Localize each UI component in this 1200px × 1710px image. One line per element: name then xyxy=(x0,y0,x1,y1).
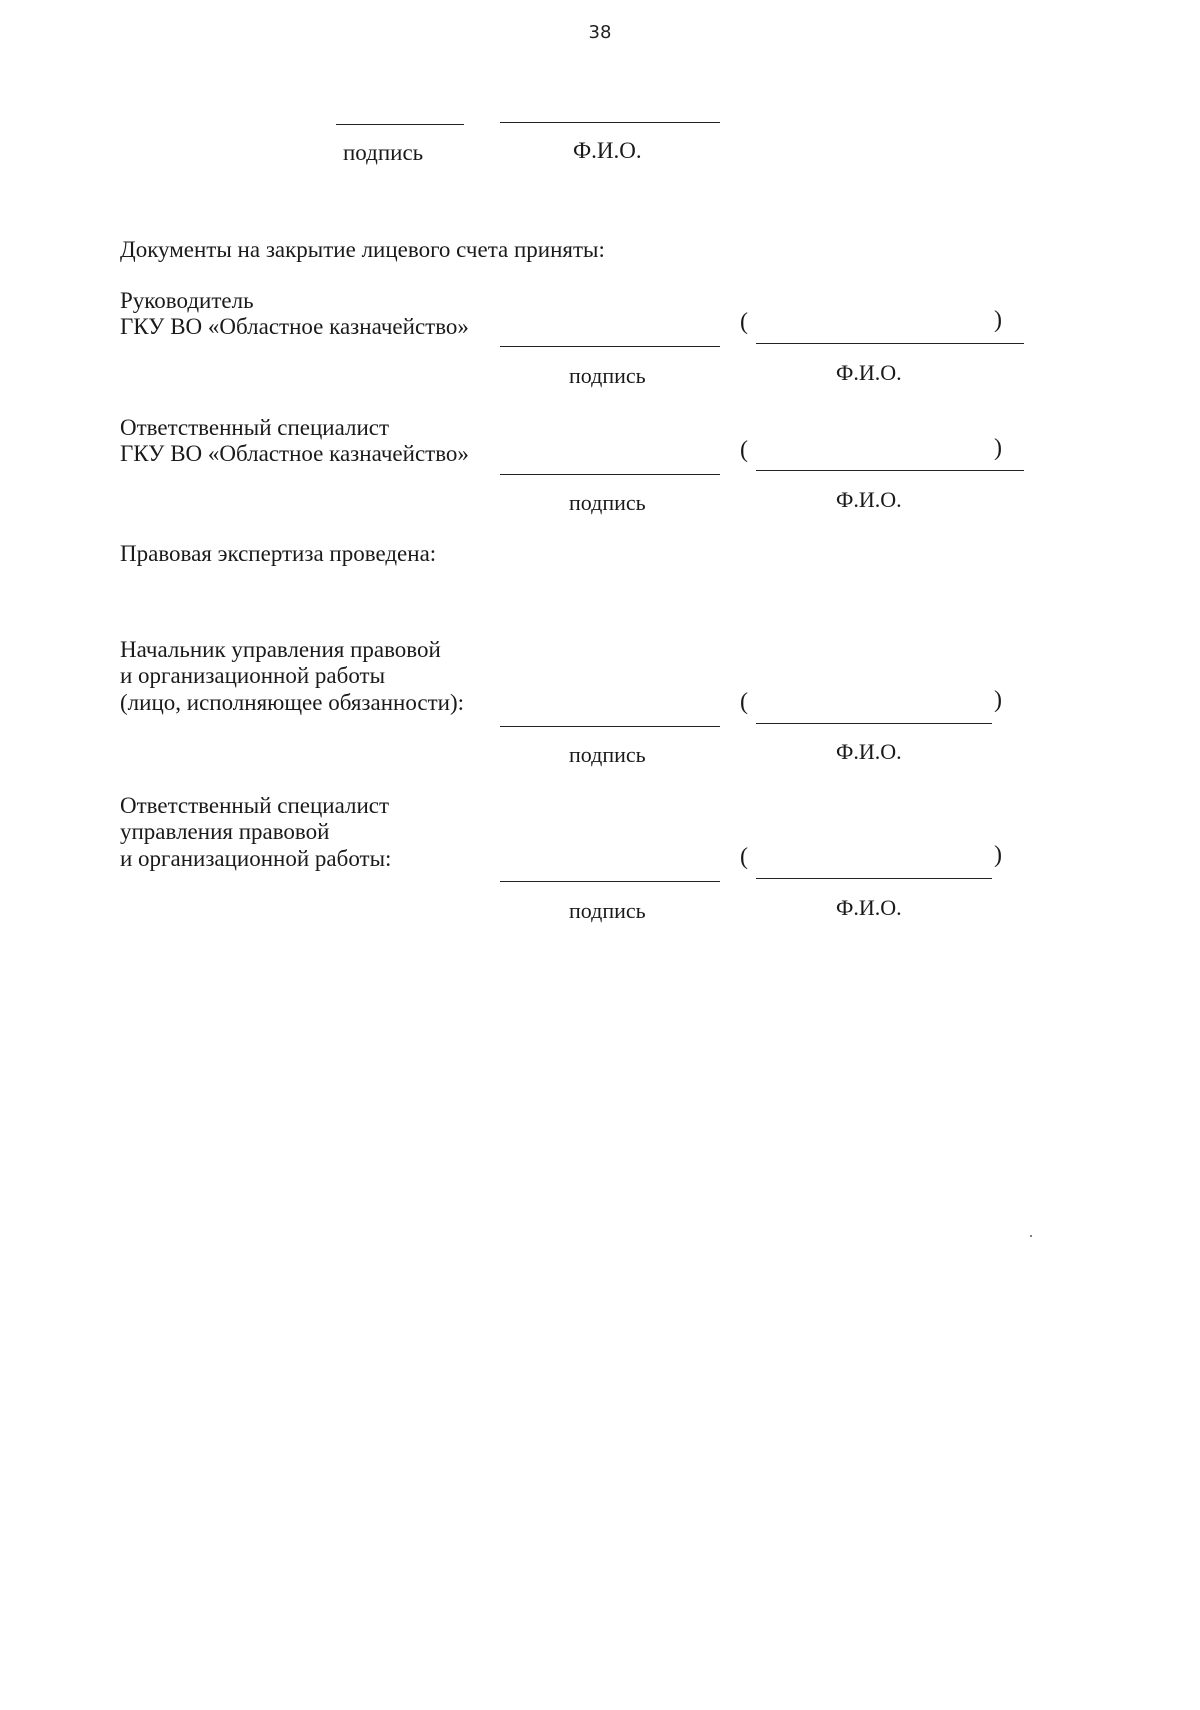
head-name-caption: Ф.И.О. xyxy=(836,360,902,385)
specialist-signature-line xyxy=(500,474,720,475)
legal-chief-close-paren: ) xyxy=(994,687,1002,713)
top-name-caption: Ф.И.О. xyxy=(573,138,642,163)
legal-specialist-name-caption: Ф.И.О. xyxy=(836,895,902,920)
legal-chief-open-paren: ( xyxy=(740,689,748,715)
legal-chief-title-line-3: (лицо, исполняющее обязанности): xyxy=(120,690,465,715)
top-signature-caption: подпись xyxy=(343,140,424,165)
scan-speck xyxy=(1030,1235,1032,1237)
legal-chief-signature-line xyxy=(500,726,720,727)
specialist-name-line xyxy=(756,470,1024,471)
specialist-name-caption: Ф.И.О. xyxy=(836,487,902,512)
legal-specialist-name-line xyxy=(756,878,992,879)
legal-chief-name-caption: Ф.И.О. xyxy=(836,739,902,764)
legal-specialist-signature-caption: подпись xyxy=(569,898,646,923)
page-number: 38 xyxy=(588,22,612,43)
legal-specialist-signature-line xyxy=(500,881,720,882)
specialist-signature-caption: подпись xyxy=(569,490,646,515)
legal-chief-title-line-2: и организационной работы xyxy=(120,663,386,688)
legal-chief-signature-caption: подпись xyxy=(569,742,646,767)
legal-specialist-open-paren: ( xyxy=(740,844,748,870)
head-title-line-1: Руководитель xyxy=(120,288,254,313)
legal-heading: Правовая экспертиза проведена: xyxy=(120,541,437,566)
top-signature-line xyxy=(336,124,464,125)
legal-specialist-title-line-1: Ответственный специалист xyxy=(120,793,390,818)
legal-chief-name-line xyxy=(756,723,992,724)
specialist-open-paren: ( xyxy=(740,437,748,463)
specialist-close-paren: ) xyxy=(994,435,1002,461)
legal-specialist-title-line-2: управления правовой xyxy=(120,819,330,844)
head-signature-line xyxy=(500,346,720,347)
legal-specialist-close-paren: ) xyxy=(994,842,1002,868)
legal-chief-title-line-1: Начальник управления правовой xyxy=(120,637,441,662)
head-signature-caption: подпись xyxy=(569,363,646,388)
specialist-title-line-1: Ответственный специалист xyxy=(120,415,390,440)
accepted-heading: Документы на закрытие лицевого счета приняты: xyxy=(120,237,605,262)
legal-specialist-title-line-3: и организационной работы: xyxy=(120,846,392,871)
specialist-title-line-2: ГКУ ВО «Областное казначейство» xyxy=(120,441,469,466)
head-name-line xyxy=(756,343,1024,344)
head-title-line-2: ГКУ ВО «Областное казначейство» xyxy=(120,314,469,339)
head-close-paren: ) xyxy=(994,307,1002,333)
head-open-paren: ( xyxy=(740,309,748,335)
top-name-line xyxy=(500,122,720,123)
